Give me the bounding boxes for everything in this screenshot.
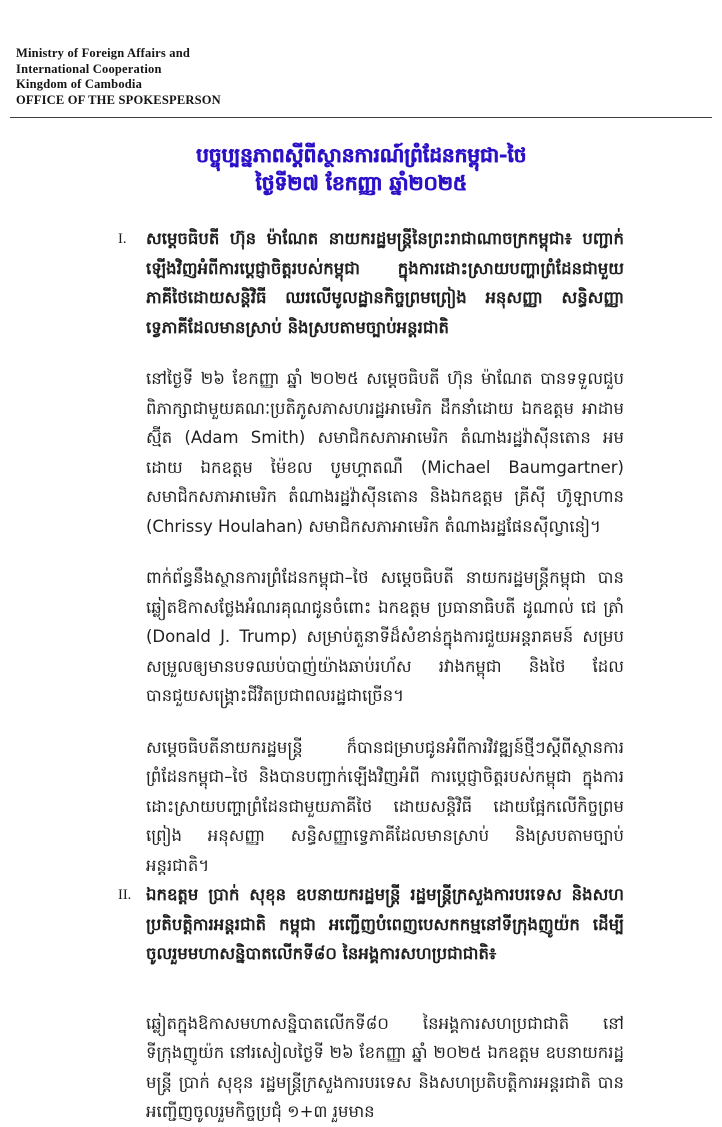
document-body [118, 224, 624, 1127]
section-1-heading: សម្ដេចធិបតី ហ៊ុន ម៉ាណែត នាយករដ្ឋមន្ត្រីនៃព្រះរាជាណាចក្រកម្ពុជា៖ បញ្ជាក់ឡើងវិញអំពីការប្តេជ្ញាចិត្តរបស់កម្ពុជា ក្នុងការដោះស្រាយបញ្ហាព្រំដែនជាមួយភាគីថៃដោយសន្តិវិធី ឈរលើមូលដ្ឋានកិច្ចព្រមព្រៀង អនុសញ្ញា សន្ធិសញ្ញាទ្វេភាគីដែលមានស្រាប់ និងស្របតាមច្បាប់អន្តរជាតិ [146, 229, 624, 337]
document-title [0, 141, 722, 197]
section-2 [118, 880, 624, 1127]
section-2-paragraph-1: ឆ្លៀតក្នុងឱកាសមហាសន្និបាតលើកទី៨០ នៃអង្គការសហប្រជាជាតិ នៅទីក្រុងញូយ៉ក នៅរសៀលថ្ងៃទី ២៦ ខែកញ្ញា ឆ្នាំ ២០២៥ ឯកឧត្តម ឧបនាយករដ្ឋមន្ត្រី ប្រាក់ សុខុន រដ្ឋមន្ត្រីក្រសួងការបរទេស និងសហប្រតិបត្តិការអន្តរជាតិ បានអញ្ជើញចូលរួមកិច្ចប្រជុំ ១+៣ រួមមាន [146, 1013, 624, 1121]
letterhead-line-ministry: Ministry of Foreign Affairs and [16, 46, 191, 60]
letterhead [16, 46, 221, 108]
section-1-paragraph-1: នៅថ្ងៃទី ២៦ ខែកញ្ញា ឆ្នាំ ២០២៥ សម្ដេចធិបតី ហ៊ុន ម៉ាណែត បានទទួលជួបពិភាក្សាជាមួយគណៈប្រតិភូសភាសហរដ្ឋអាមេរិក ដឹកនាំដោយ ឯកឧត្តម អាដាម ស្ម៊ីត (Adam Smith) សមាជិកសភាអាមេរិក តំណាងរដ្ឋវ៉ាស៊ីនតោន អមដោយ ឯកឧត្តម ម៉ៃខល បូមហ្គាតណឺ (Michael Baumgartner) សមាជិកសភាអាមេរិក តំណាងរដ្ឋវ៉ាស៊ីនតោន និងឯកឧត្តម គ្រីស៊ី ហ៊ូឡាហាន (Chrissy Houlahan) សមាជិកសភាអាមេរិក តំណាងរដ្ឋផែនស៊ីល្វានៀ។ [146, 369, 624, 536]
header-divider-line [10, 117, 712, 118]
document-title-line-1: បច្ចុប្បន្នភាពស្ដីពីស្ថានការណ៍ព្រំដែនកម្ពុជា-ថៃ [195, 143, 527, 167]
section-1-paragraph-3: សម្ដេចធិបតីនាយករដ្ឋមន្ត្រី ក៏បានជម្រាបជូនអំពីការវិវឌ្ឍន៍ថ្មីៗស្ដីពីស្ថានការព្រំដែនកម្ពុជា–ថៃ និងបានបញ្ជាក់ឡើងវិញអំពី ការប្តេជ្ញាចិត្តរបស់កម្ពុជា ក្នុងការដោះស្រាយបញ្ហាព្រំដែនជាមួយភាគីថៃ ដោយសន្តិវិធី ដោយផ្អែកលើកិច្ចព្រមព្រៀង អនុសញ្ញា សន្ធិសញ្ញាទ្វេភាគីដែលមានស្រាប់ និងស្របតាមច្បាប់អន្តរជាតិ។ [146, 737, 624, 875]
section-1 [118, 224, 624, 880]
section-1-paragraph-2: ពាក់ព័ន្ធនឹងស្ថានការព្រំដែនកម្ពុជា–ថៃ សម្ដេចធិបតី នាយករដ្ឋមន្ត្រីកម្ពុជា បានឆ្លៀតឱកាសថ្លែងអំណរគុណជូនចំពោះ ឯកឧត្តម ប្រធានាធិបតី ដូណាល់ ជេ ត្រាំ (Donald J. Trump) សម្រាប់តួនាទីដ៏សំខាន់ក្នុងការជួយអន្តរាគមន៍ សម្របសម្រួលឲ្យមានបទឈប់បាញ់យ៉ាងឆាប់រហ័ស រវាងកម្ពុជា និងថៃ ដែលបានជួយសង្គ្រោះជីវិតប្រជាពលរដ្ឋជាច្រើន។ [146, 568, 624, 705]
section-2-numeral: II. [118, 887, 132, 903]
section-1-numeral: I. [118, 231, 127, 247]
document-title-line-2: ថ្ងៃទី២៧ ខែកញ្ញា ឆ្នាំ២០២៥ [255, 171, 467, 195]
section-2-heading: ឯកឧត្តម ប្រាក់ សុខុន ឧបនាយករដ្ឋមន្ត្រី រដ្ឋមន្ត្រីក្រសួងការបរទេស និងសហប្រតិបត្តិការអន្តរជាតិ កម្ពុជា អញ្ជើញបំពេញបេសកកម្មនៅទីក្រុងញូយ៉ក ដើម្បីចូលរួមមហាសន្និបាតលើកទី៨០ នៃអង្គការសហប្រជាជាតិ៖ [146, 885, 624, 963]
letterhead-line-cooperation: International Cooperation [16, 61, 162, 76]
section-2-content [146, 880, 624, 1127]
letterhead-line-kingdom: Kingdom of Cambodia [16, 77, 143, 91]
section-1-content [146, 224, 624, 880]
letterhead-line-office: OFFICE OF THE SPOKESPERSON [16, 92, 221, 107]
